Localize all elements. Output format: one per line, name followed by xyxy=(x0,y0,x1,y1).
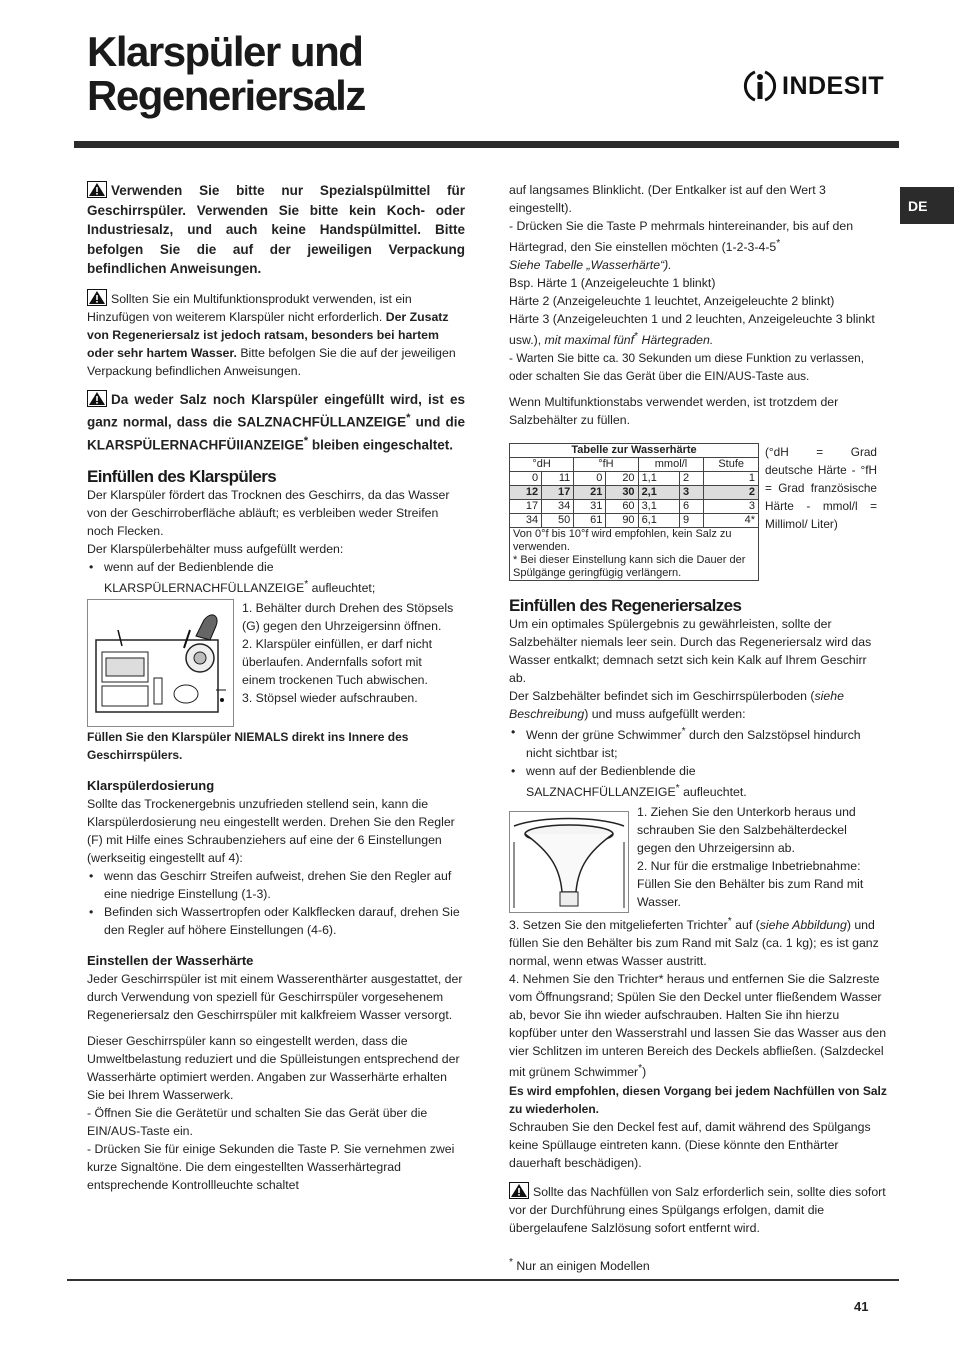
right-paragraph-2-text: - Drücken Sie die Taste P mehrmals hintereinander, bis auf den Härtegrad, den Sie einstellen möchten (1-2-3-4-5 xyxy=(509,219,854,255)
klarspueler-paragraph-1: Der Klarspüler fördert das Trocknen des Geschirrs, da das Wasser von der Geschirroberfläche abläuft; es verbleiben weder Streifen noch Flecken. xyxy=(87,488,450,538)
footnote xyxy=(509,1257,650,1273)
warning-2-text-c: Bitte befolgen Sie die auf der jeweiligen Verpackung befindlichen Anweisungen. xyxy=(87,345,456,378)
table-cell: 3 xyxy=(704,500,759,514)
salz-paragraph-2-text-b: ) und muss aufgefüllt werden: xyxy=(584,707,746,722)
footnote-asterisk: * xyxy=(681,726,686,738)
table-cell: 2 xyxy=(679,472,703,486)
indesit-logo-icon xyxy=(742,68,778,104)
table-header-row xyxy=(510,458,759,472)
table-cell: 34 xyxy=(510,514,542,528)
left-column xyxy=(87,181,465,1194)
heading-wasserhaerte: Einstellen der Wasserhärte xyxy=(87,953,254,969)
footnote-asterisk: * xyxy=(675,783,680,795)
footnote-asterisk: * xyxy=(727,916,732,928)
warning-3-text-c: bleiben eingeschaltet. xyxy=(311,437,453,453)
right-paragraph-7: Wenn Multifunktionstabs verwendet werden, ist trotzdem der Salzbehälter zu füllen. xyxy=(509,395,839,428)
table-row xyxy=(510,472,759,486)
klarspueler-paragraph-2: Der Klarspülerbehälter muss aufgefüllt werden: xyxy=(87,542,344,556)
water-hardness-table-block xyxy=(509,443,887,581)
rinse-aid-dispenser-illustration xyxy=(87,599,234,727)
language-tab xyxy=(900,187,954,224)
right-paragraph-2 xyxy=(509,217,887,274)
table-cell: 61 xyxy=(574,514,606,528)
language-tab-label: DE xyxy=(908,197,928,214)
step-3 xyxy=(509,913,887,970)
table-cell: 6,1 xyxy=(638,514,679,528)
list-item-text-b: KLARSPÜLERNACHFÜLLANZEIGE xyxy=(104,581,305,596)
list-item-text-b: durch den Salzstöpsel hindurch nicht sichtbar ist; xyxy=(526,728,861,761)
warning-2 xyxy=(87,289,465,380)
table-cell: 4* xyxy=(704,514,759,528)
salz-list xyxy=(509,723,887,801)
salz-paragraph-2 xyxy=(509,687,887,723)
table-side-note: (°dH = Grad deutsche Härte - °fH = Grad französische Härte - mmol/l = Millimol/ Liter) xyxy=(765,445,877,532)
footnote-asterisk: * xyxy=(638,1063,643,1075)
dispenser-drawing-icon xyxy=(88,600,233,726)
list-item: • Befinden sich Wassertropfen oder Kalkflecken darauf, drehen Sie den Regler auf höhere Einstellungen (4-6). xyxy=(87,903,465,939)
warning-icon xyxy=(87,289,107,306)
table-cell: 34 xyxy=(542,500,574,514)
step-3-text-c: ) und füllen Sie den Behälter bis zum Rand mit Salz (ca. 1 kg); es ist ganz normal, wenn etwas Wasser austritt. xyxy=(509,918,879,969)
table-cell: 11 xyxy=(542,472,574,486)
list-item-text-c: aufleuchtet. xyxy=(683,785,747,800)
table-header: Stufe xyxy=(704,458,759,472)
dosierung-list xyxy=(87,867,465,939)
brand-name: INDESIT xyxy=(782,71,885,100)
table-note-2: * Bei dieser Einstellung kann sich die Dauer der Spülgänge geringfügig verlängern. xyxy=(513,554,746,580)
table-cell: 2 xyxy=(704,486,759,500)
list-item xyxy=(509,723,887,762)
salz-recommendation: Es wird empfohlen, diesen Vorgang bei jedem Nachfüllen von Salz zu wiederholen. xyxy=(509,1083,887,1116)
warning-1-text: Verwenden Sie bitte nur Spezialspülmittel für Geschirrspüler. Verwenden Sie bitte kein Koch- oder Industriesalz, und auch keine Handspülmittel. Bitte befolgen Sie die auf der jeweiligen Verpackung befindlichen Anweisungen. xyxy=(87,183,465,276)
table-cell: 3 xyxy=(679,486,703,500)
table-cell: 9 xyxy=(679,514,703,528)
table-header: °dH xyxy=(510,458,574,472)
list-item: • wenn das Geschirr Streifen aufweist, drehen Sie den Regler auf eine niedrige Einstellung (1-3). xyxy=(87,867,465,903)
right-paragraph-6: - Warten Sie bitte ca. 30 Sekunden um diese Funktion zu verlassen, oder schalten Sie das Gerät über die EIN/AUS-Taste aus. xyxy=(509,351,864,384)
page-title xyxy=(87,30,365,118)
right-paragraph-5-italic: mit maximal fünf xyxy=(544,333,635,348)
table-cell: 20 xyxy=(606,472,638,486)
warning-3 xyxy=(87,390,465,456)
table-cell: 3,1 xyxy=(638,500,679,514)
step-3: 3. Stöpsel wieder aufschrauben. xyxy=(242,691,418,706)
table-notes xyxy=(510,528,759,581)
footnote-asterisk: * xyxy=(509,1257,513,1268)
table-cell: 60 xyxy=(606,500,638,514)
table-cell: 2,1 xyxy=(638,486,679,500)
footnote-asterisk: * xyxy=(406,412,411,424)
warning-icon xyxy=(87,181,107,198)
step-4 xyxy=(509,970,887,1081)
list-item-text-c: aufleuchtet; xyxy=(311,581,376,596)
footnote-text: Nur an einigen Modellen xyxy=(516,1259,650,1274)
step-3-text-b: auf ( xyxy=(735,918,760,933)
footnote-asterisk: * xyxy=(304,579,309,590)
table-note-row xyxy=(510,528,759,581)
right-paragraph-5-text: Härte 3 (Anzeigeleuchten 1 und 2 leuchten, Anzeigeleuchte 3 blinkt usw.), xyxy=(509,312,875,348)
title-line-1: Klarspüler und xyxy=(87,28,363,75)
table-cell: 1 xyxy=(704,472,759,486)
brand-logo xyxy=(742,68,884,104)
table-cell: 90 xyxy=(606,514,638,528)
salz-warning-text: Sollte das Nachfüllen von Salz erforderlich sein, sollte dies sofort vor der Durchführung eines Spülgangs erfolgen, damit die übergelaufene Salzlösung sofort entfernt wird. xyxy=(509,1184,886,1235)
right-paragraph-5-italic-2: Härtegraden. xyxy=(641,333,714,348)
table-note-1: Von 0°f bis 10°f wird empfohlen, kein Salz zu verwenden. xyxy=(513,528,732,554)
title-line-2: Regeneriersalz xyxy=(87,72,365,119)
table-cell: 0 xyxy=(510,472,542,486)
step-3-italic: siehe Abbildung xyxy=(759,918,847,933)
footnote-asterisk: * xyxy=(303,435,309,447)
klarspueler-never-note: Füllen Sie den Klarspüler NIEMALS direkt ins Innere des Geschirrspülers. xyxy=(87,730,409,763)
page-number: 41 xyxy=(854,1299,869,1314)
step-2: 2. Klarspüler einfüllen, er darf nicht überlaufen. Andernfalls sofort mit einem trockenen Tuch abwischen. xyxy=(242,637,433,688)
salz-paragraph-2-italic: siehe Beschreibung xyxy=(509,689,844,722)
warning-2-text-a: Sollten Sie ein Multifunktionsprodukt verwenden, ist ein Hinzufügen von weiterem Klarspüler nicht erforderlich. xyxy=(87,291,412,324)
step-1: 1. Behälter durch Drehen des Stöpsels (G) gegen den Uhrzeigersinn öffnen. xyxy=(242,601,454,634)
table-header: mmol/l xyxy=(638,458,704,472)
heading-klarspuelerdosierung: Klarspülerdosierung xyxy=(87,778,215,794)
table-cell: 6 xyxy=(679,500,703,514)
right-paragraph-4: Härte 2 (Anzeigeleuchte 1 leuchtet, Anzeigeleuchte 2 blinkt) xyxy=(509,294,835,309)
list-item-text-b: SALZNACHFÜLLANZEIGE xyxy=(526,785,676,800)
table-cell: 50 xyxy=(542,514,574,528)
heading-regeneriersalz: Einfüllen des Regeneriersalzes xyxy=(509,596,742,616)
right-paragraph-1: auf langsames Blinklicht. (Der Entkalker ist auf den Wert 3 eingestellt). xyxy=(509,183,826,215)
header-rule xyxy=(74,141,899,148)
wasserhaerte-paragraph-4: - Drücken Sie für einige Sekunden die Taste P. Sie vernehmen zwei kurze Signaltöne. Die dem eingestellten Wasserhärtegrad entsprechende Kontrollleuchte schaltet xyxy=(87,1142,455,1193)
table-cell: 21 xyxy=(574,486,606,500)
salz-paragraph-3: Schrauben Sie den Deckel fest auf, damit während des Spülgangs keine Spüllauge eintreten kann. (Diese könnte den Enthärter dauerhaft beschädigen). xyxy=(509,1119,871,1170)
warning-icon xyxy=(509,1182,529,1199)
table-title: Tabelle zur Wasserhärte xyxy=(510,444,759,458)
step-3-text-a: 3. Setzen Sie den mitgelieferten Trichter xyxy=(509,918,728,933)
funnel-drawing-icon xyxy=(510,812,628,912)
footer-rule xyxy=(67,1279,899,1281)
footnote-asterisk: * xyxy=(634,331,639,343)
right-paragraph-2-italic: Siehe Tabelle „Wasserhärte“). xyxy=(509,258,672,273)
list-item xyxy=(509,762,887,801)
right-paragraph-5 xyxy=(509,310,887,349)
warning-2-text-bold: Der Zusatz von Regeneriersalz ist jedoch ratsam, besonders bei hartem oder sehr hartem Wasser. xyxy=(87,309,449,360)
step-1: 1. Ziehen Sie den Unterkorb heraus und schrauben Sie den Salzbehälterdeckel gegen den Uhrzeigersinn ab. xyxy=(637,805,856,856)
step-2: 2. Nur für die erstmalige Inbetriebnahme: Füllen Sie den Behälter bis zum Rand mit Wasser. xyxy=(637,859,864,910)
klarspueler-steps xyxy=(242,599,457,727)
list-item-text-a: wenn auf der Bedienblende die xyxy=(104,560,274,574)
table-cell: 31 xyxy=(574,500,606,514)
warning-3-text-a: Da weder Salz noch Klarspüler eingefüllt wird, ist es ganz normal, dass die SALZNACHFÜLLANZEIGE xyxy=(87,391,465,430)
right-paragraph-3: Bsp. Härte 1 (Anzeigeleuchte 1 blinkt) xyxy=(509,276,716,291)
salz-paragraph-1: Um ein optimales Spülergebnis zu gewährleisten, sollte der Salzbehälter niemals leer sein. Durch das Regeneriersalz wird das Wasser entkalkt; demnach setzt sich kein Kalk auf Ihrem Geschirr ab. xyxy=(509,617,872,686)
salz-figure-row xyxy=(509,803,887,913)
warning-1 xyxy=(87,181,465,279)
table-cell: 17 xyxy=(510,500,542,514)
table-row xyxy=(510,486,759,500)
dosierung-paragraph: Sollte das Trockenergebnis unzufrieden stellend sein, kann die Klarspülerdosierung neu eingestellt werden. Drehen Sie den Regler (F) mit Hilfe eines Schraubenziehers auf eine der 6 Einstellungen (werkseitig eingestellt auf 4): xyxy=(87,797,455,866)
table-cell: 30 xyxy=(606,486,638,500)
table-cell: 12 xyxy=(510,486,542,500)
list-item-text-a: Wenn der grüne Schwimmer xyxy=(526,728,682,743)
list-item-text-a: wenn auf der Bedienblende die xyxy=(526,764,696,779)
klarspueler-figure-row xyxy=(87,599,465,727)
warning-3-text-b: und die KLARSPÜLERNACHFÜIIANZEIGE xyxy=(87,414,465,453)
list-item xyxy=(87,558,465,597)
salz-paragraph-2-text-a: Der Salzbehälter befindet sich im Geschirrspülerboden ( xyxy=(509,689,815,704)
table-cell: 1,1 xyxy=(638,472,679,486)
step-4-text: 4. Nehmen Sie den Trichter* heraus und entfernen Sie die Salzreste vom Öffnungsrand; Spülen Sie den Deckel unter fließendem Wasser ab, bevor Sie ihn wieder aufschrauben. Halten Sie ihn hierzu kopfüber unter den Wasserstrahl und lassen Sie das Wasser aus den vier Schlitzen im unteren Bereich des Deckels abfließen. (Salzdeckel mit grünem Schwimmer xyxy=(509,972,887,1080)
step-4-end: ) xyxy=(642,1065,647,1080)
table-header: °fH xyxy=(574,458,638,472)
right-column xyxy=(509,181,887,1237)
salz-warning xyxy=(509,1182,887,1237)
table-row xyxy=(510,500,759,514)
table-cell: 17 xyxy=(542,486,574,500)
klarspueler-list xyxy=(87,558,465,597)
wasserhaerte-paragraph-2: Dieser Geschirrspüler kann so eingestellt werden, dass die Umweltbelastung reduziert und die Spülleistungen entsprechend der Wasserhärte optimiert werden. Angaben zur Wasserhärte erhalten Sie bei Ihrem Wasserwerk. xyxy=(87,1034,460,1103)
footnote-asterisk: * xyxy=(776,238,781,249)
salz-steps-a xyxy=(637,803,882,913)
heading-klarspueler: Einfüllen des Klarspülers xyxy=(87,467,277,486)
warning-icon xyxy=(87,390,107,407)
table-cell: 0 xyxy=(574,472,606,486)
table-row xyxy=(510,514,759,528)
water-hardness-table xyxy=(509,443,759,581)
wasserhaerte-paragraph-3: - Öffnen Sie die Gerätetür und schalten Sie das Gerät über die EIN/AUS-Taste ein. xyxy=(87,1106,428,1139)
salt-funnel-illustration xyxy=(509,811,629,913)
wasserhaerte-paragraph-1: Jeder Geschirrspüler ist mit einem Wasserenthärter ausgestattet, der durch Verwendung von speziell für Geschirrspüler vorgesehenem Regeneriersalz den Geschirrspüler mit kalkfreiem Wasser versorgt. xyxy=(87,972,463,1023)
